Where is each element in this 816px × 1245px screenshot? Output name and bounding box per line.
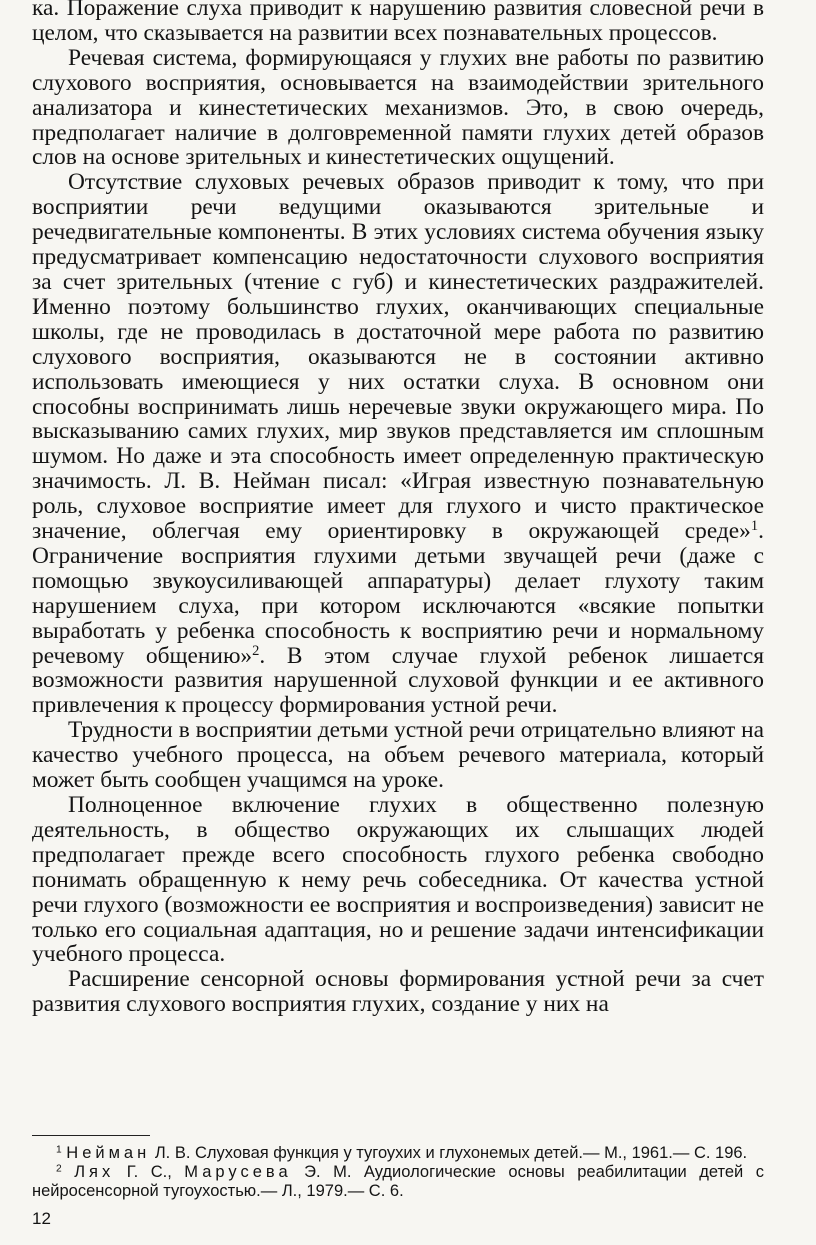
paragraph: Расширение сенсорной основы формирования устной речи за счет развития слухового восприятия глухих, создание у них на: [32, 966, 764, 1018]
paragraph: Речевая система, формирующаяся у глухих вне работы по развитию слухового восприятия, основывается на взаимодействии зрительного анализатора и кинестетических механизмов. Это, в свою очередь, предполагает наличие в долговременной памяти глухих детей образов слов на основе зрительных и кинестетических ощущений.: [32, 44, 764, 171]
paragraph: [32, 170, 764, 718]
page-number: 12: [32, 1209, 51, 1228]
paragraph-text: . Ограничение восприятия глухими детьми звучащей речи (даже с помощью звукоусиливающей аппаратуры) делает глухоту таким нарушением слуха, при котором исключаются «всякие попытки выработать у ребенка способность к восприятию речи и нормальному речевому общению»: [32, 518, 764, 669]
paragraph: Трудности в восприятии детьми устной речи отрицательно влияют на качество учебного процесса, на объем речевого материала, который может быть сообщен учащимся на уроке.: [32, 717, 764, 794]
footnote-reference: 2: [252, 642, 260, 659]
footnote: [32, 1144, 764, 1163]
footnote-author: Нейман: [66, 1144, 151, 1162]
footnote-text: Л. В. Слуховая функция у тугоухих и глухонемых детей.— М., 1961.— С. 196.: [150, 1144, 748, 1162]
paragraph-text: Отсутствие слуховых речевых образов приводит к тому, что при восприятии речи ведущими оказываются зрительные и речедвигательные компоненты. В этих условиях система обучения языку предусматривает компенсацию недостаточности слухового восприятия за счет зрительных (чтение с губ) и кинестетических раздражителей. Именно поэтому большинство глухих, оканчивающих специальные школы, где не проводилась в достаточной мере работа по развитию слухового восприятия, оказываются не в состоянии активно использовать имеющиеся у них остатки слуха. В основном они способны воспринимать лишь неречевые звуки окружающего мира. По высказыванию самих глухих, мир звуков представляется им сплошным шумом. Но даже и эта способность имеет определенную практическую значимость. Л. В. Нейман писал: «Играя известную познавательную роль, слуховое восприятие имеет для глухого и чисто практическое значение, облегчая ему ориентировку в окружающей среде»: [32, 169, 764, 545]
footnotes: [32, 1144, 764, 1201]
footnote-mark: 1: [56, 1144, 62, 1156]
footnote-divider: [32, 1135, 150, 1136]
footnote-mark: 2: [56, 1163, 62, 1175]
footnote: [32, 1163, 764, 1201]
body-text: [32, 0, 764, 1017]
footnote-author: Марусева: [184, 1163, 292, 1181]
paragraph: ка. Поражение слуха приводит к нарушению развития словесной речи в целом, что сказывается на развитии всех познавательных процессов.: [32, 0, 764, 46]
footnote-reference: 1: [750, 518, 759, 535]
footnote-text: Г. С.,: [114, 1163, 185, 1181]
paragraph: Полноценное включение глухих в общественно полезную деятельность, в общество окружающих их слышащих людей предполагает прежде всего способность глухого ребенка свободно понимать обращенную к нему речь собеседника. От качества устной речи глухого (возможности ее восприятия и воспроизведения) зависит не только его социальная адаптация, но и решение задачи интенсификации учебного процесса.: [32, 792, 764, 968]
paragraph-text: . В этом случае глухой ребенок лишается возможности развития нарушенной слуховой функции и ее активного привлечения к процессу формирования устной речи.: [32, 642, 764, 719]
footnote-author: Лях: [74, 1163, 115, 1181]
footnote-text: Э. М. Аудиологические основы реабилитации детей с нейросенсорной тугоухостью.— Л., 1979.— С. 6.: [32, 1163, 764, 1200]
